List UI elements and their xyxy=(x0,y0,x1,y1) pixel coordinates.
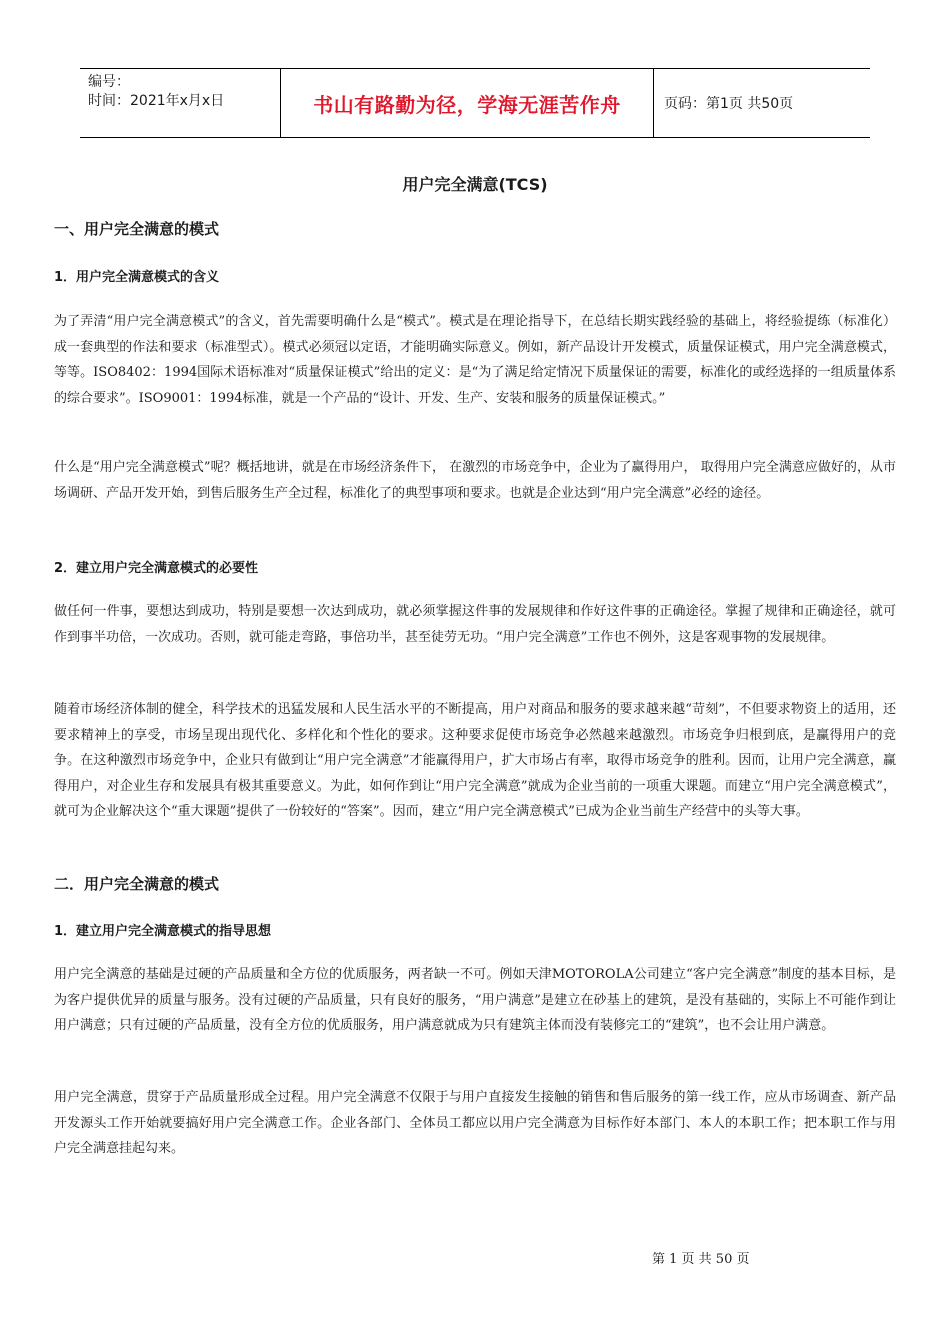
header-motto: 书山有路勤为径，学海无涯苦作舟 xyxy=(313,92,621,117)
subsection-heading: 1．用户完全满意模式的含义 xyxy=(54,270,220,285)
document-title: 用户完全满意(TCS) xyxy=(402,175,548,194)
section-heading: 二．用户完全满意的模式 xyxy=(54,875,220,893)
paragraph: 做任何一件事，要想达到成功，特别是要想一次达到成功，就必须掌握这件事的发展规律和作好这件事的正确途径。掌握了规律和正确途径，就可作到事半功倍，一次成功。否则，就可能走弯路，事倍功半，甚至徒劳无功。“用户完全满意”工作也不例外，这是客观事物的发展规律。 xyxy=(54,604,896,645)
document-date: 时间：2021年x月x日 xyxy=(88,93,225,109)
header-page-cell xyxy=(654,69,870,137)
header-motto-cell xyxy=(280,69,654,137)
paragraph: 什么是“用户完全满意模式”呢？概括地讲，就是在市场经济条件下， 在激烈的市场竞争中，企业为了赢得用户， 取得用户完全满意应做好的，从市场调研、产品开发开始，到售后服务生产全过程，标准化了的典型事项和要求。也就是企业达到“用户完全满意”必经的途径。 xyxy=(54,460,896,501)
page-footer: 第 1 页 共 50 页 xyxy=(652,1252,750,1267)
document-number-label: 编号： xyxy=(88,74,130,90)
subsection-heading: 2．建立用户完全满意模式的必要性 xyxy=(54,561,259,576)
section-heading: 一、用户完全满意的模式 xyxy=(54,220,220,238)
paragraph: 用户完全满意，贯穿于产品质量形成全过程。用户完全满意不仅限于与用户直接发生接触的销售和售后服务的第一线工作，应从市场调查、新产品开发源头工作开始就要搞好用户完全满意工作。企业各部门、全体员工都应以用户完全满意为目标作好本部门、本人的本职工作；把本职工作与用户完全满意挂起勾来。 xyxy=(54,1090,896,1156)
paragraph: 随着市场经济体制的健全，科学技术的迅猛发展和人民生活水平的不断提高，用户对商品和服务的要求越来越“苛刻”，不但要求物资上的适用，还要求精神上的享受，市场呈现出现代化、多样化和个性化的要求。这种要求促使市场竞争必然越来越激烈。市场竞争归根到底，是赢得用户的竞争。在这种激烈市场竞争中，企业只有做到让“用户完全满意”才能赢得用户，扩大市场占有率，取得市场竞争的胜利。因而，让用户完全满意，赢得用户，对企业生存和发展具有极其重要意义。为此，如何作到让“用户完全满意”就成为企业当前的一项重大课题。而建立“用户完全满意模式”，就可为企业解决这个“重大课题”提供了一份较好的“答案”。因而，建立“用户完全满意模式”已成为企业当前生产经营中的头等大事。 xyxy=(54,702,896,819)
header-table xyxy=(80,68,870,138)
subsection-heading: 1．建立用户完全满意模式的指导思想 xyxy=(54,924,272,939)
paragraph: 用户完全满意的基础是过硬的产品质量和全方位的优质服务，两者缺一不可。例如天津MOTOROLA公司建立“客户完全满意”制度的基本目标，是为客户提供优异的质量与服务。没有过硬的产品质量，只有良好的服务，“用户满意”是建立在砂基上的建筑，是没有基础的，实际上不可能作到让用户满意；只有过硬的产品质量，没有全方位的优质服务，用户满意就成为只有建筑主体而没有装修完工的“建筑”，也不会让用户满意。 xyxy=(54,967,896,1033)
paragraph: 为了弄清“用户完全满意模式”的含义，首先需要明确什么是“模式”。模式是在理论指导下，在总结长期实践经验的基础上，将经验提练（标准化）成一套典型的作法和要求（标准型式）。模式必须冠以定语，才能明确实际意义。例如，新产品设计开发模式，质量保证模式，用户完全满意模式，等等。ISO8402：1994国际术语标准对“质量保证模式”给出的定义：是“为了满足给定情况下质量保证的需要，标准化的或经选择的一组质量体系的综合要求”。ISO9001：1994标准，就是一个产品的“设计、开发、生产、安装和服务的质量保证模式。” xyxy=(54,314,896,406)
header-left-cell xyxy=(80,69,280,137)
header-page-info: 页码：第1页 共50页 xyxy=(664,96,794,112)
